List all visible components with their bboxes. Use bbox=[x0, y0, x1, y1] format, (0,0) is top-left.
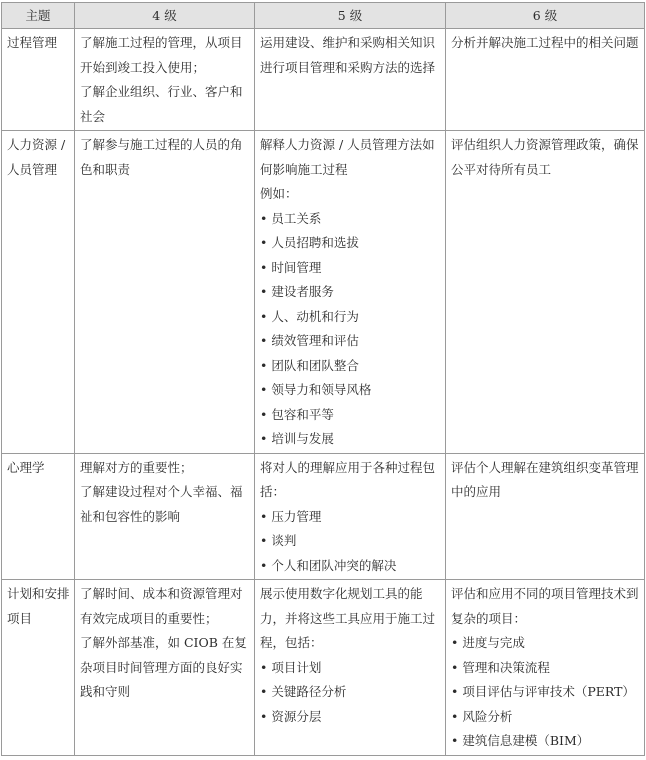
bullet-item: • 进度与完成 bbox=[451, 631, 641, 656]
bullet-list bbox=[260, 656, 442, 730]
level-4-cell bbox=[75, 580, 255, 756]
bullet-item: • 建设者服务 bbox=[260, 280, 442, 305]
header-row bbox=[2, 3, 645, 29]
header-level-5: 5 级 bbox=[255, 3, 446, 29]
bullet-item: • 时间管理 bbox=[260, 256, 442, 281]
competency-table-page bbox=[0, 2, 646, 758]
level-6-cell bbox=[446, 29, 645, 131]
bullet-item: • 包容和平等 bbox=[260, 403, 442, 428]
topic-cell: 人力资源 / 人员管理 bbox=[2, 131, 75, 454]
level-4-cell bbox=[75, 29, 255, 131]
level-5-text: 例如： bbox=[260, 186, 298, 201]
bullet-item: • 建筑信息建模（BIM） bbox=[451, 729, 641, 754]
bullet-item: • 绩效管理和评估 bbox=[260, 329, 442, 354]
bullet-item: • 项目评估与评审技术（PERT） bbox=[451, 680, 641, 705]
level-4-text: 了解时间、成本和资源管理对有效完成项目的重要性； bbox=[80, 586, 243, 626]
level-4-text: 理解对方的重要性； bbox=[80, 459, 193, 475]
level-6-text: 评估个人理解在建筑组织变革管理中的应用 bbox=[451, 459, 639, 499]
bullet-list bbox=[260, 505, 442, 579]
level-6-cell bbox=[446, 131, 645, 454]
table-row bbox=[2, 580, 645, 756]
bullet-item: • 员工关系 bbox=[260, 207, 442, 232]
bullet-item: • 风险分析 bbox=[451, 705, 641, 730]
bullet-item: • 个人和团队冲突的解决 bbox=[260, 554, 442, 579]
level-5-cell bbox=[255, 453, 446, 580]
level-5-cell bbox=[255, 131, 446, 454]
header-level-6: 6 级 bbox=[446, 3, 645, 29]
level-4-cell bbox=[75, 131, 255, 454]
bullet-item: • 领导力和领导风格 bbox=[260, 378, 442, 403]
bullet-item: • 资源分层 bbox=[260, 705, 442, 730]
level-4-text: 了解建设过程对个人幸福、福祉和包容性的影响 bbox=[80, 484, 243, 524]
level-6-cell bbox=[446, 453, 645, 580]
table-body bbox=[2, 29, 645, 756]
topic-cell: 过程管理 bbox=[2, 29, 75, 131]
bullet-item: • 项目计划 bbox=[260, 656, 442, 681]
bullet-item: • 团队和团队整合 bbox=[260, 354, 442, 379]
bullet-list bbox=[451, 631, 641, 754]
level-4-text: 了解外部基准，如 CIOB 在复杂项目时间管理方面的良好实践和守则 bbox=[80, 635, 247, 699]
bullet-list bbox=[260, 207, 442, 452]
bullet-item: • 压力管理 bbox=[260, 505, 442, 530]
bullet-item: • 人、动机和行为 bbox=[260, 305, 442, 330]
header-topic: 主题 bbox=[2, 3, 75, 29]
level-4-text: 了解参与施工过程的人员的角色和职责 bbox=[80, 137, 243, 177]
level-4-cell bbox=[75, 453, 255, 580]
level-6-cell bbox=[446, 580, 645, 756]
header-level-4: 4 级 bbox=[75, 3, 255, 29]
level-6-text: 评估和应用不同的项目管理技术到复杂的项目： bbox=[451, 586, 639, 626]
level-5-text: 解释人力资源 / 人员管理方法如何影响施工过程 bbox=[260, 137, 435, 177]
table-row bbox=[2, 453, 645, 580]
topic-cell: 心理学 bbox=[2, 453, 75, 580]
level-4-text: 了解施工过程的管理，从项目开始到竣工投入使用； bbox=[80, 35, 243, 75]
level-5-text: 展示使用数字化规划工具的能力，并将这些工具应用于施工过程，包括： bbox=[260, 586, 436, 650]
competency-table bbox=[1, 2, 645, 756]
level-5-cell bbox=[255, 29, 446, 131]
bullet-item: • 人员招聘和选拔 bbox=[260, 231, 442, 256]
bullet-item: • 谈判 bbox=[260, 529, 442, 554]
table-row bbox=[2, 29, 645, 131]
bullet-item: • 培训与发展 bbox=[260, 427, 442, 452]
level-5-text: 运用建设、维护和采购相关知识进行项目管理和采购方法的选择 bbox=[260, 35, 436, 75]
level-6-text: 评估组织人力资源管理政策，确保公平对待所有员工 bbox=[451, 137, 639, 177]
level-5-text: 将对人的理解应用于各种过程包括： bbox=[260, 459, 436, 499]
topic-cell: 计划和安排项目 bbox=[2, 580, 75, 756]
table-row bbox=[2, 131, 645, 454]
bullet-item: • 关键路径分析 bbox=[260, 680, 442, 705]
level-4-text: 了解企业组织、行业、客户和社会 bbox=[80, 84, 243, 124]
bullet-item: • 管理和决策流程 bbox=[451, 656, 641, 681]
level-5-cell bbox=[255, 580, 446, 756]
level-6-text: 分析并解决施工过程中的相关问题 bbox=[451, 35, 639, 50]
